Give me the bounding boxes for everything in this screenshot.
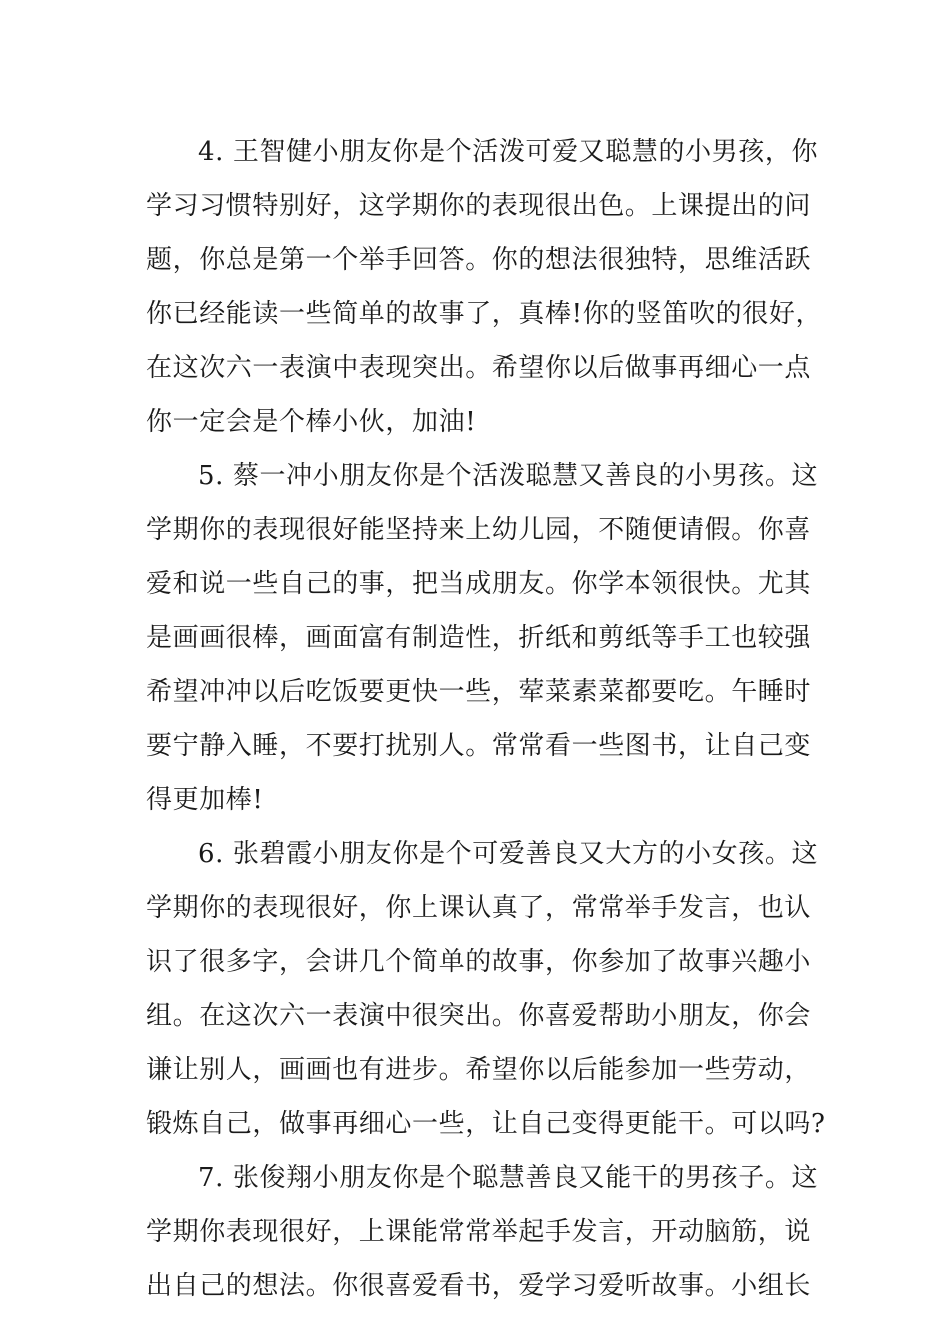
text-line: 你一定会是个棒小伙，加油! [146, 407, 477, 437]
text-line: 7. 张俊翔小朋友你是个聪慧善良又能干的男孩子。这 [198, 1163, 819, 1193]
text-line: 学期你的表现很好能坚持来上幼儿园，不随便请假。你喜 [146, 515, 812, 545]
text-line: 题，你总是第一个举手回答。你的想法很独特，思维活跃 [146, 245, 812, 275]
text-line: 得更加棒! [146, 785, 264, 815]
document-body [146, 125, 826, 1313]
text-line: 6. 张碧霞小朋友你是个可爱善良又大方的小女孩。这 [198, 839, 819, 869]
text-line: 希望冲冲以后吃饭要更快一些，荤菜素菜都要吃。午睡时 [146, 677, 812, 707]
text-line: 出自己的想法。你很喜爱看书，爱学习爱听故事。小组长 [146, 1271, 812, 1301]
text-line: 是画画很棒，画面富有制造性，折纸和剪纸等手工也较强 [146, 623, 812, 653]
text-line: 学习习惯特别好，这学期你的表现很出色。上课提出的问 [146, 191, 812, 221]
paragraph-6 [146, 827, 826, 1151]
paragraph-7 [146, 1151, 819, 1313]
text-line: 你已经能读一些简单的故事了，真棒!你的竖笛吹的很好， [146, 299, 823, 329]
text-line: 锻炼自己，做事再细心一些，让自己变得更能干。可以吗? [146, 1109, 826, 1139]
text-line: 在这次六一表演中表现突出。希望你以后做事再细心一点 [146, 353, 812, 383]
paragraph-5 [146, 449, 819, 827]
paragraph-4 [146, 125, 823, 449]
text-line: 识了很多字，会讲几个简单的故事，你参加了故事兴趣小 [146, 947, 812, 977]
text-line: 4. 王智健小朋友你是个活泼可爱又聪慧的小男孩，你 [198, 137, 819, 167]
text-line: 要宁静入睡，不要打扰别人。常常看一些图书，让自己变 [146, 731, 812, 761]
text-line: 5. 蔡一冲小朋友你是个活泼聪慧又善良的小男孩。这 [198, 461, 819, 491]
text-line: 爱和说一些自己的事，把当成朋友。你学本领很快。尤其 [146, 569, 812, 599]
text-line: 组。在这次六一表演中很突出。你喜爱帮助小朋友，你会 [146, 1001, 812, 1031]
text-line: 谦让别人，画画也有进步。希望你以后能参加一些劳动， [146, 1055, 812, 1085]
text-line: 学期你表现很好，上课能常常举起手发言，开动脑筋，说 [146, 1217, 812, 1247]
text-line: 学期你的表现很好，你上课认真了，常常举手发言，也认 [146, 893, 812, 923]
